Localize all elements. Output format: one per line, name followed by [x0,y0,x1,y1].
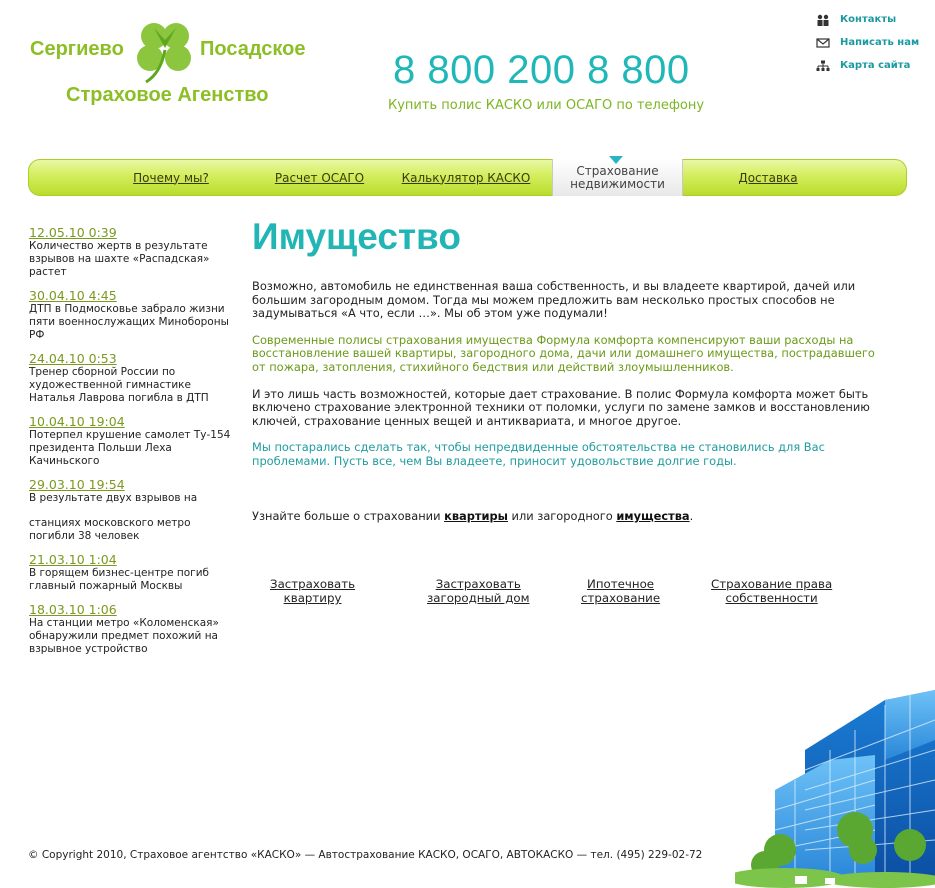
link-line: собственности [725,591,818,605]
nav-why-us[interactable]: Почему мы? [133,170,209,185]
paragraph-options: И это лишь часть возможностей, которые дает страхование. В полис Формула комфорта может быть включено страхование электронной техники от поломки, услуги по замене замков и восстановлению ключей, страхование ценных вещей и антиквариата, и многое другое. [252,386,870,428]
active-tab-marker-icon [609,156,623,164]
main-nav [28,159,907,196]
clover-icon [132,16,198,86]
news-item [29,552,234,593]
news-text: На станции метро «Коломенская» обнаружили предмет похожий на взрывное устройство [29,617,219,655]
link-line: страхование [581,591,661,605]
news-item [29,414,234,468]
building-illustration-icon [735,680,935,888]
link-line: загородный дом [427,591,530,605]
news-date-link[interactable]: 24.04.10 0:53 [29,351,117,366]
news-list [29,225,234,665]
news-text: В результате двух взрывов на [29,492,198,504]
page-title: Имущество [252,216,461,257]
footer-copyright: © Copyright 2010, Страховое агентство «КАСКО» — Автострахование КАСКО, ОСАГО, АВТОКАСКО — тел. (495) 229-02-72 [28,849,703,861]
news-text: ДТП в Подмосковье забрало жизни пяти военнослужащих Минобороны РФ [29,303,229,341]
news-text: Тренер сборной России по художественной гимнастике Наталья Лаврова погибла в ДТП [29,366,209,404]
news-text-continued: станциях московского метро погибли 38 человек [29,517,191,542]
ownership-insurance-link[interactable] [711,577,832,605]
learn-more-prefix: Узнайте больше о страховании [252,509,445,523]
write-us-link[interactable] [816,31,919,54]
news-date-link[interactable]: 21.03.10 1:04 [29,552,117,567]
logo-word-2: Посадское [200,38,306,60]
link-line: Страхование права [711,577,833,591]
logo-word-1: Сергиево [30,38,124,60]
news-item [29,351,234,405]
phone-number: 8 800 200 8 800 [393,48,690,92]
news-item [29,477,234,543]
learn-more-mid: или загородного [507,509,617,523]
logo[interactable] [28,14,318,114]
news-text: Количество жертв в результате взрывов на шахте «Распадская» растет [29,240,210,278]
paragraph-policies: Современные полисы страхования имущества Формула комфорта компенсируют ваши расходы на восстановление вашей квартиры, загородного дома, дачи или домашнего имущества, пострадавшего от пожара, затопления, стихийного бедствия или действий злоумышленников. [252,332,875,374]
sitemap-link[interactable] [816,54,919,77]
main-content [252,280,892,482]
news-item [29,288,234,342]
paragraph-intro: Возможно, автомобиль не единственная ваша собственность, и вы владеете квартирой, дачей или большим загородным домом. Тогда мы можем предложить вам несколько простых способов не задумываться «А что, если …». Мы об этом уже подумали! [252,279,856,321]
nav-kasko-calculator[interactable]: Калькулятор КАСКО [401,170,531,185]
learn-more-suffix: . [689,509,694,523]
link-line: квартиру [283,591,342,605]
sitemap-label: Карта сайта [840,60,911,71]
mortgage-insurance-link[interactable] [581,577,660,605]
news-date-link[interactable]: 30.04.10 4:45 [29,288,117,303]
insure-country-house-link[interactable] [427,577,530,605]
nav-property-insurance[interactable]: Страхование недвижимости [552,159,683,196]
nav-delivery[interactable]: Доставка [738,170,798,185]
contacts-link[interactable] [816,8,919,31]
news-date-link[interactable]: 18.03.10 1:06 [29,602,117,617]
news-item [29,225,234,279]
news-date-link[interactable]: 10.04.10 19:04 [29,414,125,429]
nav-osago-calc[interactable]: Расчет ОСАГО [274,170,365,185]
apartment-link[interactable]: квартиры [444,509,508,523]
news-date-link[interactable]: 29.03.10 19:54 [29,477,125,492]
news-date-link[interactable]: 12.05.10 0:39 [29,225,117,240]
link-line: Застраховать [270,577,356,591]
insure-apartment-link[interactable] [270,577,355,605]
link-line: Ипотечное [587,577,655,591]
logo-word-3: Страховое Агенство [66,84,269,106]
news-text: Потерпел крушение самолет Ту-154 президента Польши Леха Качиньского [29,429,231,467]
envelope-icon [816,37,830,49]
sitemap-icon [816,60,830,72]
phone-caption: Купить полис КАСКО или ОСАГО по телефону [388,98,705,113]
property-link[interactable]: имущества [616,509,690,523]
link-line: Застраховать [435,577,521,591]
people-icon [816,14,830,26]
news-item [29,602,234,656]
top-links [816,8,919,77]
paragraph-closing: Мы постарались сделать так, чтобы непредвиденные обстоятельства не становились для Вас проблемами. Пусть все, чем Вы владеете, приносит удовольствие долгие годы. [252,440,825,468]
write-us-label: Написать нам [840,37,920,48]
learn-more-line [252,509,693,523]
news-text: В горящем бизнес-центре погиб главный пожарный Москвы [29,567,209,592]
contacts-label: Контакты [840,14,897,25]
